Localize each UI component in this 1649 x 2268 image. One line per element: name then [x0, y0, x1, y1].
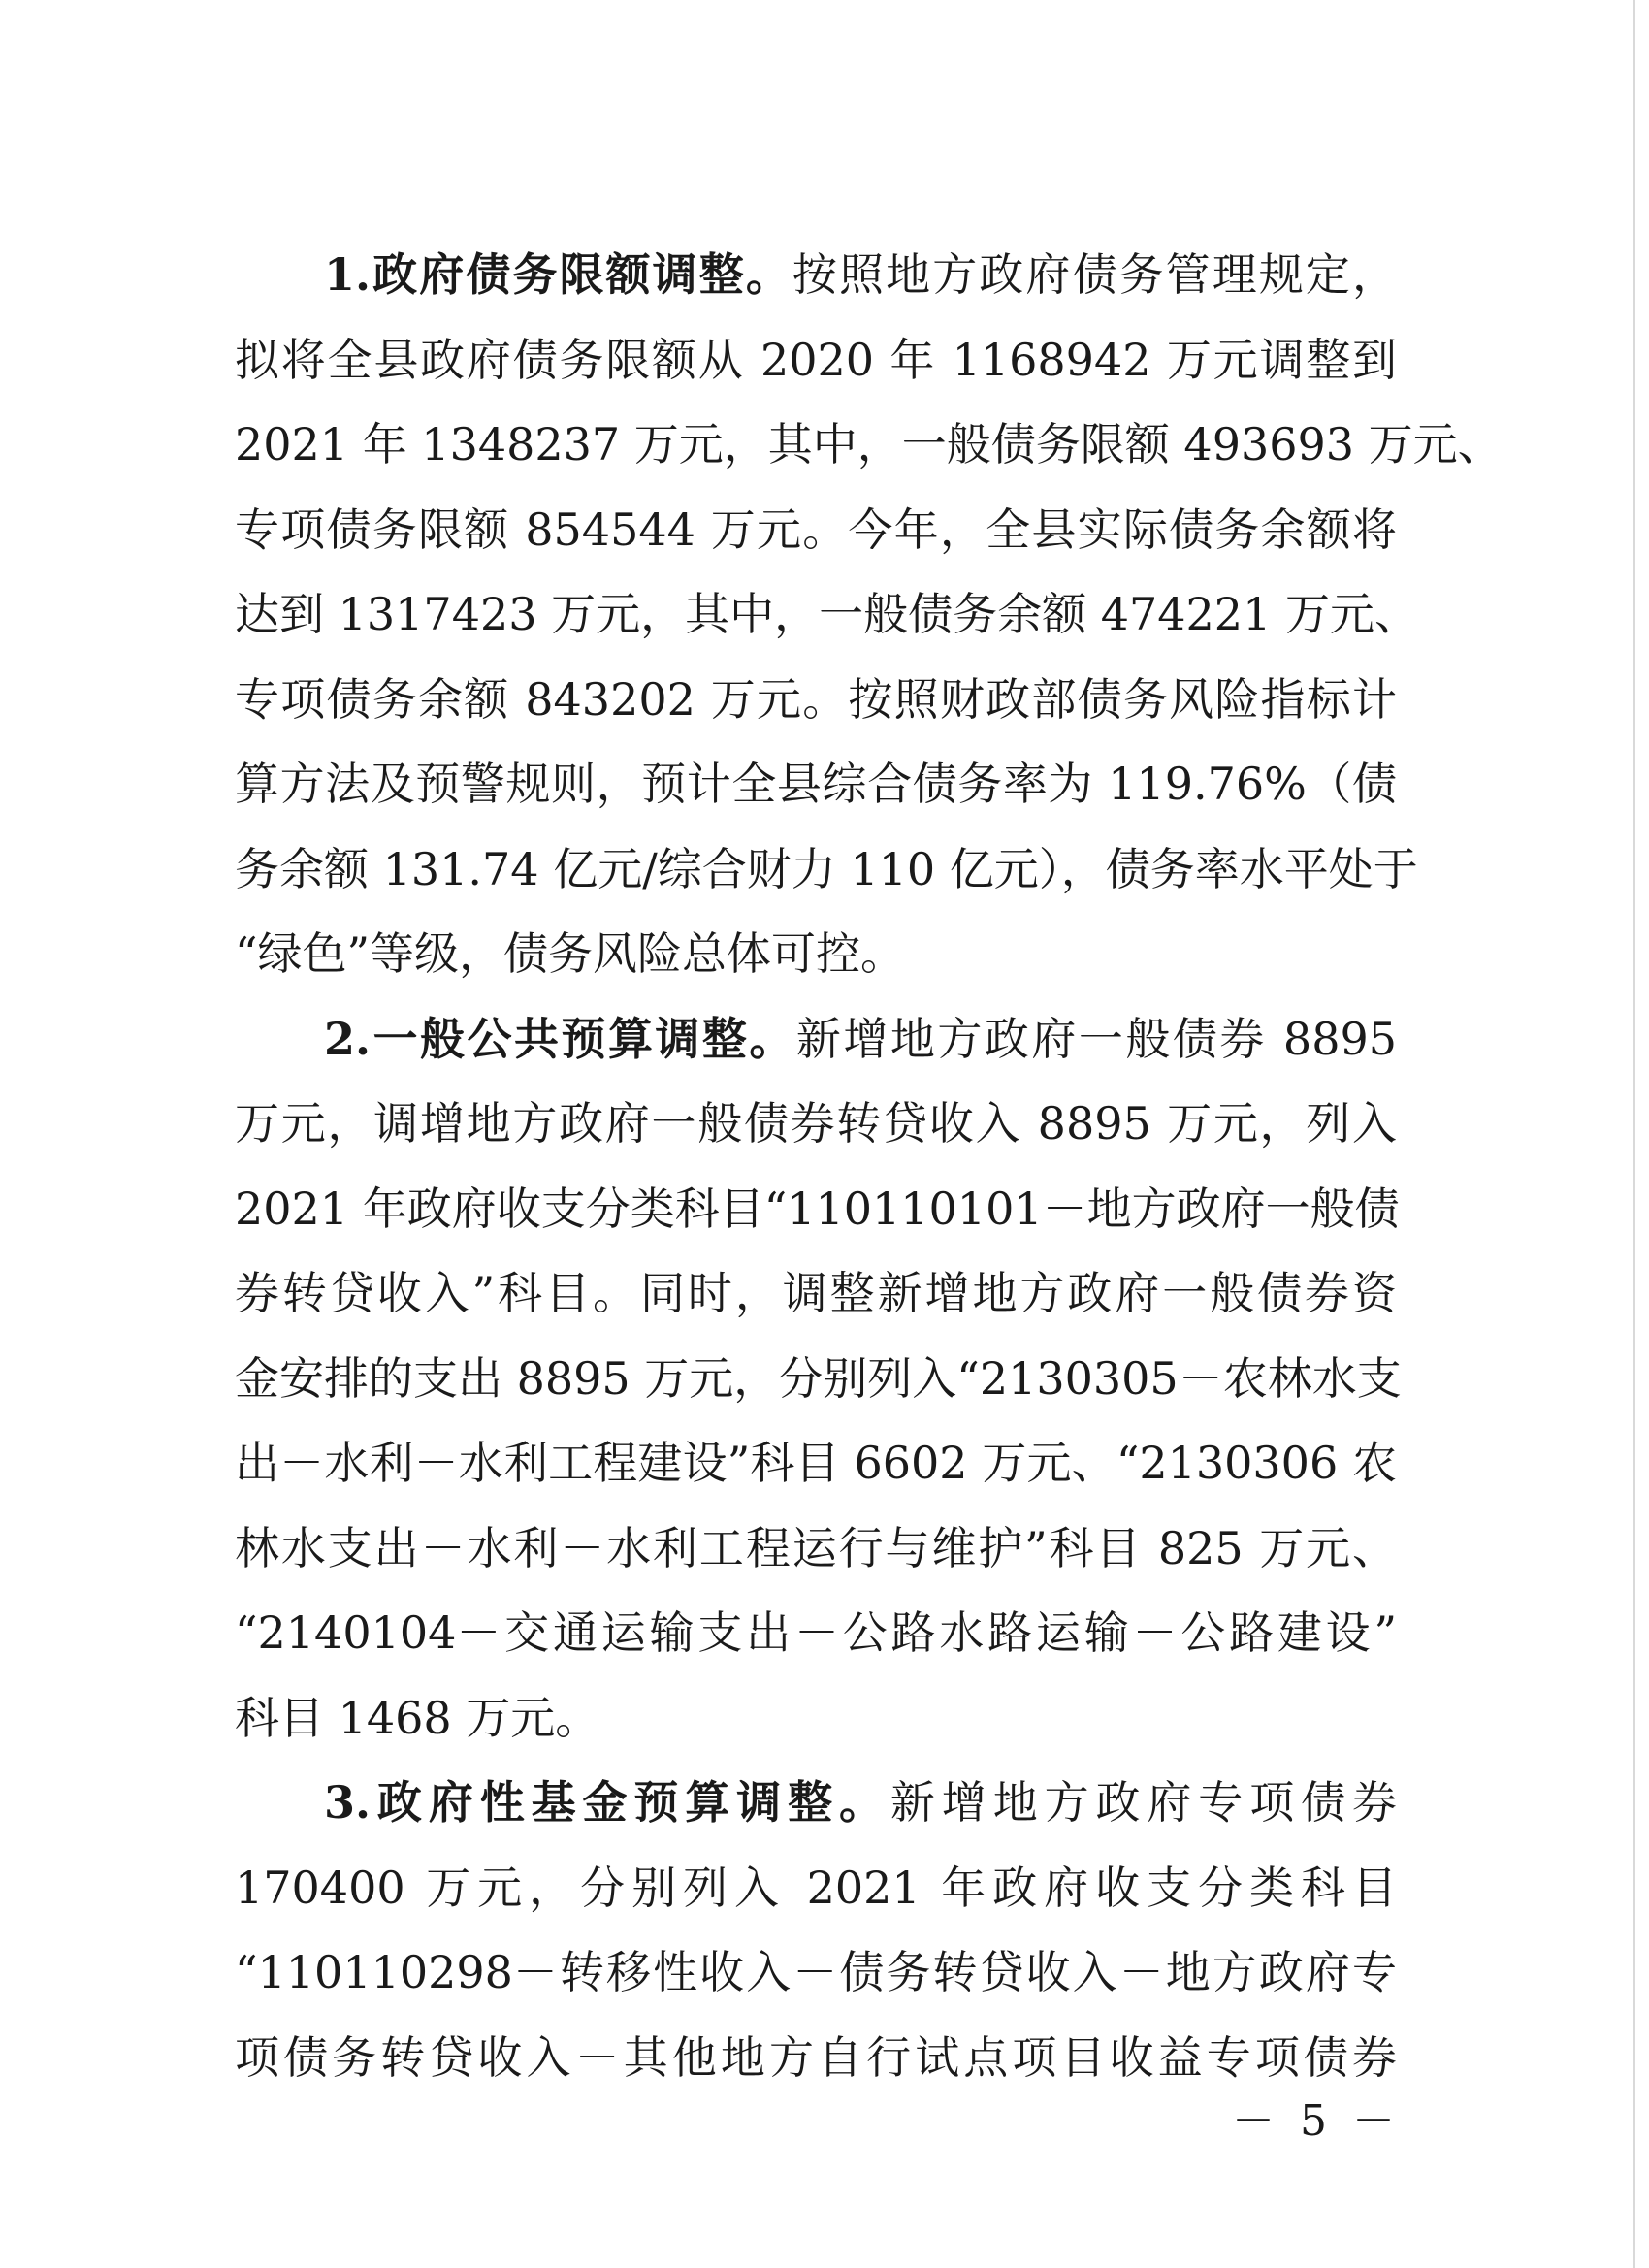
- text-line: 券转贷收入”科目。同时，调整新增地方政府一般债券资: [235, 1267, 1397, 1319]
- paragraph-fund-budget: [235, 1761, 1397, 2100]
- text-line: “绿色”等级，债务风险总体可控。: [235, 927, 906, 980]
- text-line: 2021 年 1348237 万元，其中，一般债务限额 493693 万元、: [235, 418, 1503, 470]
- text-line: 金安排的支出 8895 万元，分别列入“2130305－农林水支: [235, 1351, 1402, 1405]
- text-line: 达到 1317423 万元，其中，一般债务余额 474221 万元、: [235, 588, 1419, 640]
- page-edge-shadow: [1633, 0, 1635, 2268]
- section-heading: 2.一般公共预算调整。: [324, 1012, 796, 1065]
- text-line: [235, 233, 1397, 318]
- text-line: 专项债务余额 843202 万元。按照财政部债务风险指标计: [235, 672, 1397, 726]
- text-line: 务余额 131.74 亿元/综合财力 110 亿元），债务率水平处于: [235, 842, 1418, 895]
- text-line: 拟将全县政府债务限额从 2020 年 1168942 万元调整到: [235, 333, 1397, 386]
- section-heading: 1.政府债务限额调整。: [324, 248, 792, 301]
- text-line: 170400 万元，分别列入 2021 年政府收支分类科目: [235, 1861, 1397, 1914]
- text-run: 新增地方政府一般债券 8895: [795, 1012, 1397, 1065]
- text-run: 新增地方政府专项债券: [889, 1776, 1397, 1829]
- text-run: 按照地方政府债务管理规定，: [792, 248, 1397, 301]
- text-line: 算方法及预警规则，预计全县综合债务率为 119.76%（债: [235, 758, 1397, 810]
- text-line: 专项债务限额 854544 万元。今年，全县实际债务余额将: [235, 502, 1397, 556]
- page-number: － 5 －: [1232, 2096, 1401, 2146]
- document-body: [235, 233, 1503, 2100]
- text-line: [235, 997, 1397, 1083]
- text-line: 出－水利－水利工程建设”科目 6602 万元、“2130306 农: [235, 1437, 1397, 1489]
- section-heading: 3.政府性基金预算调整。: [324, 1776, 890, 1829]
- text-line: 项债务转贷收入－其他地方自行试点项目收益专项债券: [235, 2030, 1397, 2084]
- paragraph-debt-limit: [235, 233, 1503, 997]
- text-line: 万元，调增地方政府一般债券转贷收入 8895 万元，列入: [235, 1097, 1397, 1150]
- text-line: 科目 1468 万元。: [235, 1691, 600, 1744]
- text-line: 2021 年政府收支分类科目“110110101－地方政府一般债: [235, 1182, 1400, 1235]
- text-line: “2140104－交通运输支出－公路水路运输－公路建设”: [235, 1606, 1397, 1659]
- text-line: “110110298－转移性收入－债务转贷收入－地方政府专: [235, 1946, 1397, 1998]
- paragraph-general-budget: [235, 997, 1402, 1762]
- text-line: 林水支出－水利－水利工程运行与维护”科目 825 万元、: [235, 1521, 1397, 1574]
- text-line: [235, 1761, 1397, 1846]
